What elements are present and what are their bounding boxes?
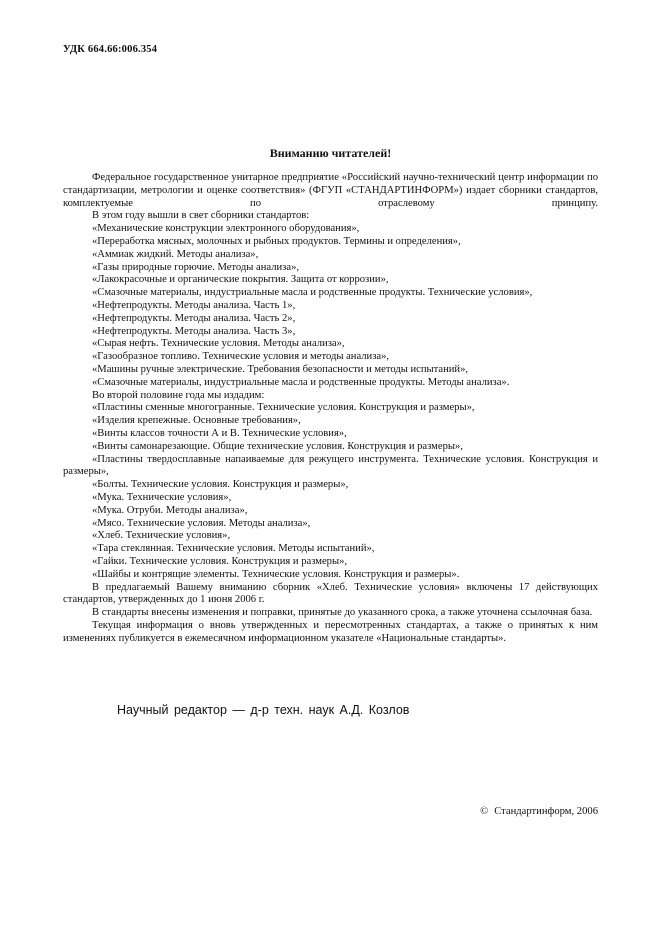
list-item: «Болты. Технические условия. Конструкция и размеры», [92,479,349,491]
list-item: «Сырая нефть. Технические условия. Методы анализа», [92,338,345,350]
copyright-text: Стандартинформ, 2006 [494,806,598,817]
list-item: «Мясо. Технические условия. Методы анализа», [92,517,311,529]
intro-paragraph: Федеральное государственное унитарное предприятие «Российский научно-технический центр информации по стандартизации, метрологии и оценке соответствия» (ФГУП «СТАНДАРТИНФОРМ») издает сборники стандартов, комплектуемые по отраслевому принципу. [63,172,598,209]
published-heading: В этом году вышли в свет сборники стандартов: [92,210,310,222]
changes-paragraph: В стандарты внесены изменения и поправки, принятые до указанного срока, а также уточнена ссылочная база. [92,607,593,619]
notice-body [63,172,598,645]
copyright-symbol: © [480,806,489,817]
list-item: «Смазочные материалы, индустриальные масла и родственные продукты. Технические условия», [92,287,533,299]
collection-paragraph: В предлагаемый Вашему вниманию сборник «Хлеб. Технические условия» включены 17 действующих стандартов, утвержденных до 1 июня 2006 г. [63,581,598,606]
list-item: «Нефтепродукты. Методы анализа. Часть 3», [92,325,296,337]
list-item: «Лакокрасочные и органические покрытия. Защита от коррозии», [92,274,389,286]
scientific-editor: Научный редактор — д-р техн. наук А.Д. Козлов [117,703,410,717]
list-item: «Газообразное топливо. Технические условия и методы анализа», [92,351,390,363]
list-item: «Пластины сменные многогранные. Технические условия. Конструкция и размеры», [92,402,475,414]
info-paragraph: Текущая информация о вновь утвержденных и пересмотренных стандартах, а также о принятых к ним изменениях публикуется в ежемесячном информационном указателе «Национальные стандарты». [63,619,598,644]
upcoming-heading: Во второй половине года мы издадим: [92,389,265,401]
list-item: «Изделия крепежные. Основные требования», [92,415,301,427]
list-item: «Шайбы и контрящие элементы. Технические условия. Конструкция и размеры». [92,568,460,580]
list-item: «Нефтепродукты. Методы анализа. Часть 1», [92,299,296,311]
list-item: «Винты самонарезающие. Общие технические условия. Конструкция и размеры», [92,440,463,452]
list-item: «Винты классов точности А и В. Технические условия», [92,427,347,439]
list-item: «Гайки. Технические условия. Конструкция и размеры», [92,555,348,567]
list-item: «Машины ручные электрические. Требования безопасности и методы испытаний», [92,363,469,375]
list-item: «Переработка мясных, молочных и рыбных продуктов. Термины и определения», [92,235,461,247]
copyright [480,806,598,817]
list-item: «Газы природные горючие. Методы анализа», [92,261,300,273]
list-item: «Мука. Технические условия», [92,491,232,503]
list-item: «Хлеб. Технические условия», [92,530,231,542]
list-item: «Нефтепродукты. Методы анализа. Часть 2», [92,312,296,324]
list-item: «Тара стеклянная. Технические условия. Методы испытаний», [92,543,375,555]
list-item: «Мука. Отруби. Методы анализа», [92,504,248,516]
list-item: «Аммиак жидкий. Методы анализа», [92,248,259,260]
list-item: «Механические конструкции электронного оборудования», [92,223,360,235]
list-item: «Смазочные материалы, индустриальные масла и родственные продукты. Методы анализа». [92,376,510,388]
udc-code: УДК 664.66:006.354 [63,44,158,55]
page-title: Вниманию читателей! [269,146,392,160]
list-item: «Пластины твердосплавные напаиваемые для режущего инструмента. Технические условия. Конструкция и размеры», [63,453,598,478]
